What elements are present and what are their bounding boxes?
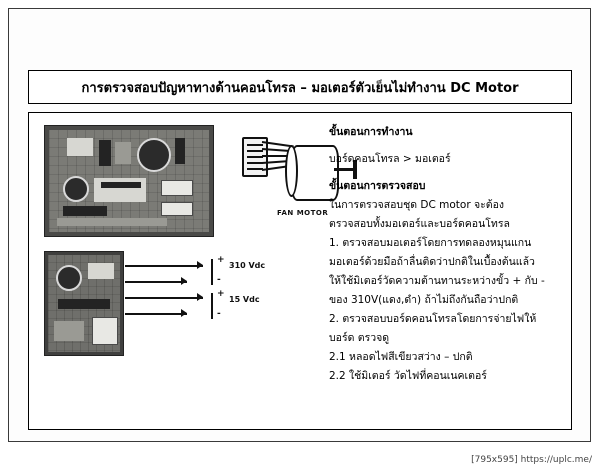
body-line-2: ตรวจสอบทั้งมอเตอร์และบอร์ดคอนโทรล (329, 218, 510, 230)
lead-line (125, 281, 187, 283)
voltage-label-15: 15 Vdc (229, 295, 260, 304)
body-line-3: 1. ตรวจสอบมอเตอร์โดยการทดลองหมุนแกน (329, 237, 532, 249)
body-line-7: 2. ตรวจสอบบอร์ดคอนโทรลโดยการจ่ายไฟให้ (329, 313, 537, 325)
voltage-diagram (125, 251, 305, 356)
component-block (175, 138, 185, 164)
polarity-plus: + (217, 255, 225, 265)
pcb-surface-secondary (48, 255, 120, 352)
lead-line (125, 297, 203, 299)
lead-line (125, 265, 203, 267)
component-block (88, 263, 114, 279)
capacitor-icon (56, 265, 82, 291)
section-2-heading: ขั้นตอนการตรวจสอบ (329, 180, 426, 192)
footer-watermark: [795x595] https://uplc.me/ (471, 455, 592, 465)
lead-line (125, 313, 187, 315)
voltage-label-310: 310 Vdc (229, 261, 266, 270)
instruction-text (329, 123, 565, 386)
component-block (57, 218, 167, 226)
control-board-photo (44, 125, 214, 237)
content-frame (28, 112, 572, 430)
connector-white (161, 202, 193, 216)
component-block (58, 299, 110, 309)
board-photo-secondary (44, 251, 124, 356)
body-line-10: 2.2 ใช้มิเตอร์ วัดไฟที่คอนเนคเตอร์ (329, 370, 487, 382)
motor-end-icon (285, 145, 298, 197)
component-block (63, 206, 107, 216)
body-line-5: ให้ใช้มิเตอร์วัดความต้านทานระหว่างขั้ว + กับ - (329, 275, 545, 287)
component-block (115, 142, 131, 164)
component-block (99, 140, 111, 166)
bracket (211, 293, 213, 319)
component-block (67, 138, 93, 156)
polarity-plus-2: + (217, 289, 225, 299)
capacitor-icon (63, 176, 89, 202)
arrow-icon (197, 293, 203, 301)
connector-white (161, 180, 193, 196)
arrow-icon (181, 309, 187, 317)
connector-white (92, 317, 118, 345)
arrow-icon (197, 261, 203, 269)
component-block (101, 182, 141, 188)
page-title: การตรวจสอบปัญหาทางด้านคอนโทรล – มอเตอร์ตัวเย็นไม่ทำงาน DC Motor (81, 80, 519, 96)
body-line-9: 2.1 หลอดไฟสีเขียวสว่าง – ปกติ (329, 351, 473, 363)
pcb-surface (49, 130, 209, 232)
section-1-line-1: บอร์ดคอนโทรล > มอเตอร์ (329, 153, 451, 165)
component-block (54, 321, 84, 341)
body-line-8: บอร์ด ตรวจดู (329, 332, 390, 344)
body-line-6: ของ 310V(แดง,ดำ) ถ้าไม่ถึงกันถือว่าปกติ (329, 294, 519, 306)
section-1-heading: ขั้นตอนการทำงาน (329, 126, 413, 138)
polarity-minus: - (217, 275, 221, 285)
bracket (211, 259, 213, 285)
fan-motor-label: FAN MOTOR (277, 209, 329, 217)
title-box (28, 70, 572, 104)
polarity-minus-2: - (217, 309, 221, 319)
capacitor-icon (137, 138, 171, 172)
body-line-1: ในการตรวจสอบชุด DC motor จะต้อง (329, 199, 505, 211)
body-line-4: มอเตอร์ด้วยมือถ้าลื่นติดว่าปกติในเบื้องต้นแล้ว (329, 256, 535, 268)
arrow-icon (181, 277, 187, 285)
